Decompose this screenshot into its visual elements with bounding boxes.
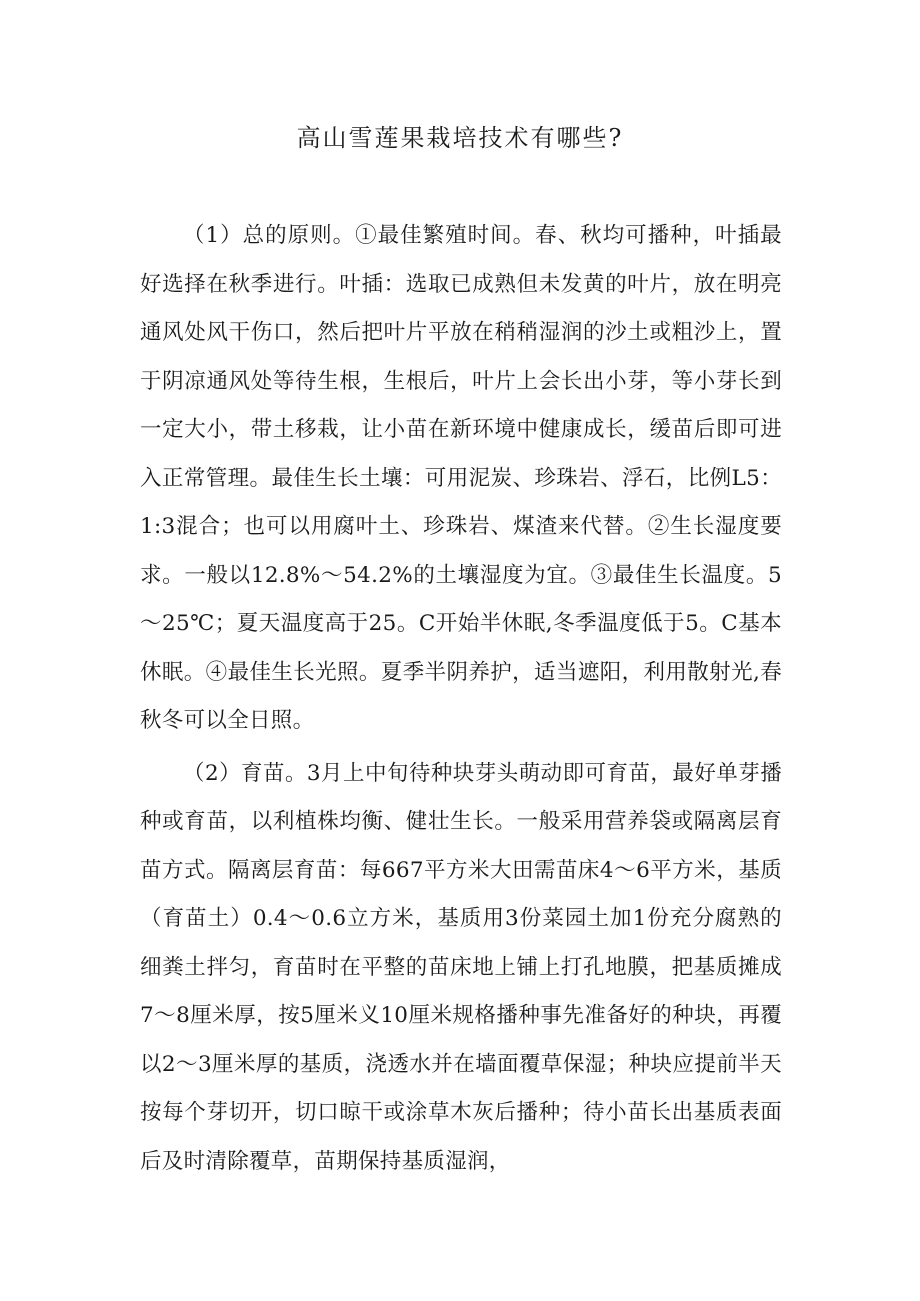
paragraph-seedling: （2）育苗。3月上中旬待种块芽头萌动即可育苗，最好单芽播种或育苗，以利植株均衡、健壮生长。一般采用营养袋或隔离层育苗方式。隔离层育苗：每667平方米大田需苗床4～6平方米，基质（育苗土）0.4～0.6立方米，基质用3份菜园土加1份充分腐熟的细粪土拌匀，育苗时在平整的苗床地上铺上打孔地膜，把基质摊成7～8厘米厚，按5厘米义10厘米规格播种事先准备好的种块，再覆以2～3厘米厚的基质，浇透水并在墙面覆草保湿；种块应提前半天按每个芽切开，切口晾干或涂草木灰后播种；待小苗长出基质表面后及时清除覆草，苗期保持基质湿润， [140, 760, 782, 1174]
document-body [140, 212, 782, 1190]
paragraph-principles: （1）总的原则。①最佳繁殖时间。春、秋均可播种，叶插最好选择在秋季进行。叶插：选取已成熟但未发黄的叶片，放在明亮通风处风干伤口，然后把叶片平放在稍稍湿润的沙土或粗沙上，置于阴凉通风处等待生根，生根后，叶片上会长出小芽，等小芽长到一定大小，带土移栽，让小苗在新环境中健康成长，缓苗后即可进入正常管理。最佳生长土壤：可用泥炭、珍珠岩、浮石，比例L5：1:3混合；也可以用腐叶土、珍珠岩、煤渣来代替。②生长湿度要求。一般以12.8%～54.2%的土壤湿度为宜。③最佳生长温度。5～25℃；夏天温度高于25。C开始半休眠,冬季温度低于5。C基本休眠。④最佳生长光照。夏季半阴养护，适当遮阳，利用散射光,春秋冬可以全日照。 [140, 223, 782, 733]
document-title: 高山雪莲果栽培技术有哪些? [296, 124, 624, 152]
